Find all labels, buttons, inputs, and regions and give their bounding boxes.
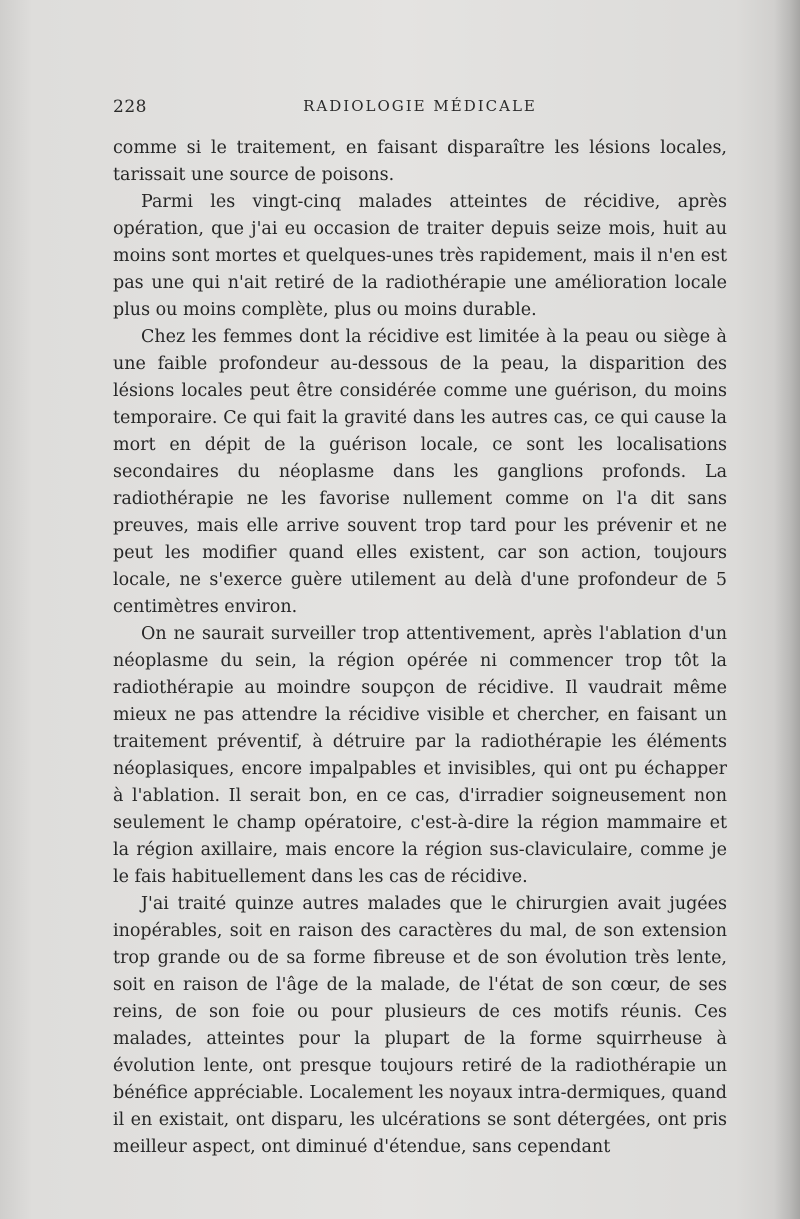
- running-title: RADIOLOGIE MÉDICALE: [303, 97, 537, 115]
- paragraph-recidive-cases: Parmi les vingt-cinq malades atteintes de récidive, après opération, que j'ai eu occasion de traiter depuis seize mois, huit au moins sont mortes et quelques-unes très rapidement, mais il n'en est pas une qui n'ait retiré de la radiothérapie une amélioration locale plus ou moins complète, plus ou moins durable.: [113, 192, 727, 320]
- paragraph-surveillance: On ne saurait surveiller trop attentivement, après l'ablation d'un néoplasme du sein, la région opérée ni commencer trop tôt la radiothérapie au moindre soupçon de récidive. Il vaudrait même mieux ne pas attendre la récidive visible et chercher, en faisant un traitement préventif, à détruire par la radiothérapie les éléments néoplasiques, encore impalpables et invisibles, qui ont pu échapper à l'ablation. Il serait bon, en ce cas, d'irradier soigneusement non seulement le champ opératoire, c'est-à-dire la région mammaire et la région axillaire, mais encore la région sus-claviculaire, comme je le fais habituellement dans les cas de récidive.: [113, 624, 727, 887]
- page-edge-shadow: [774, 0, 800, 1219]
- paragraph-inoperable-cases: J'ai traité quinze autres malades que le chirurgien avait jugées inopérables, soit en raison des caractères du mal, de son extension trop grande ou de sa forme fibreuse et de son évolution très lente, soit en raison de l'âge de la malade, de l'état de son cœur, de ses reins, de son foie ou pour plusieurs de ces motifs réunis. Ces malades, atteintes pour la plupart de la forme squirrheuse à évolution lente, ont presque toujours retiré de la radiothérapie un bénéfice appréciable. Localement les noyaux intra-dermiques, quand il en existait, ont disparu, les ulcérations se sont détergées, ont pris meilleur aspect, ont diminué d'étendue, sans cependant: [113, 894, 727, 1157]
- paragraph-continuation: comme si le traitement, en faisant disparaître les lésions locales, tarissait une source de poisons.: [113, 138, 727, 185]
- paragraph-skin-recidive: Chez les femmes dont la récidive est limitée à la peau ou siège à une faible profondeur au-dessous de la peau, la disparition des lésions locales peut être considérée comme une guérison, du moins temporaire. Ce qui fait la gravité dans les autres cas, ce qui cause la mort en dépit de la guérison locale, ce sont les localisations secondaires du néoplasme dans les ganglions profonds. La radiothérapie ne les favorise nullement comme on l'a dit sans preuves, mais elle arrive souvent trop tard pour les prévenir et ne peut les modifier quand elles existent, car son action, toujours locale, ne s'exerce guère utilement au delà d'une profondeur de 5 centimètres environ.: [113, 327, 727, 617]
- body-text: [113, 135, 727, 1161]
- page-header: [113, 97, 727, 121]
- page-number: 228: [113, 97, 147, 117]
